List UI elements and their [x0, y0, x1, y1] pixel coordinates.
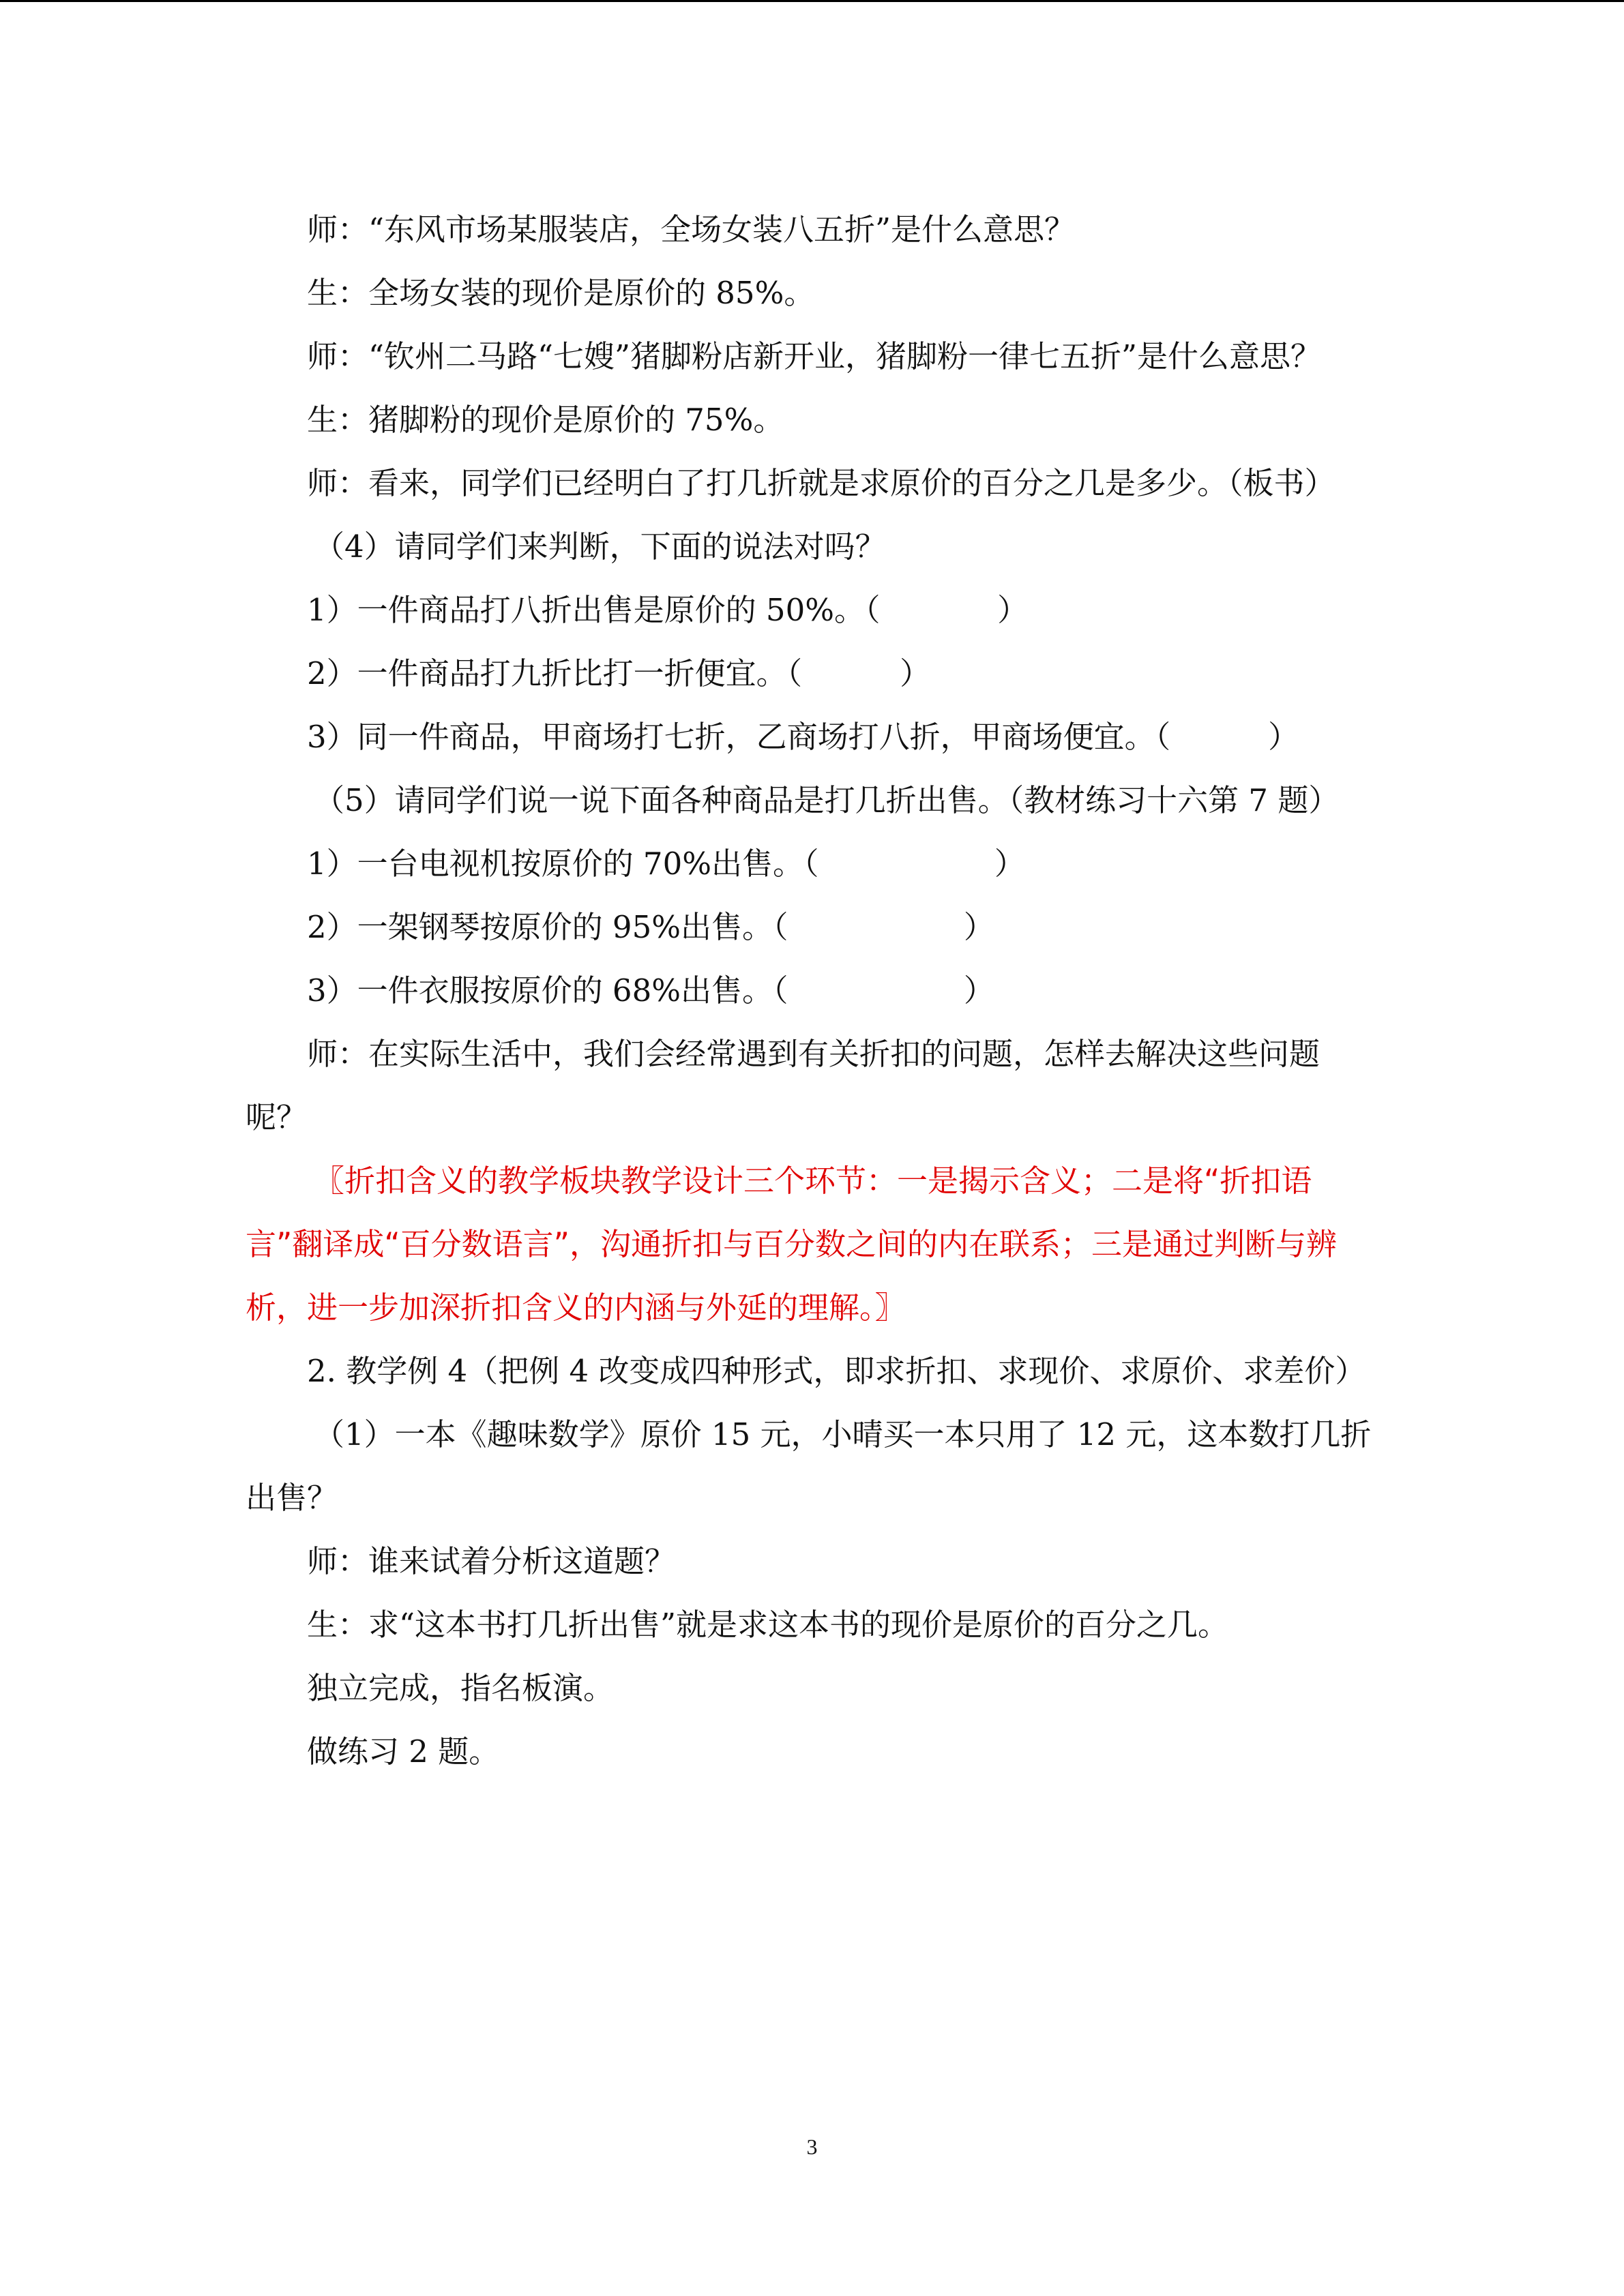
dialogue-teacher-3: 师：看来，同学们已经明白了打几折就是求原价的百分之几是多少。（板书）	[307, 465, 1335, 501]
exercise-item-3: 3）一件衣服按原价的 68%出售。（ ）	[307, 972, 994, 1009]
dialogue-teacher-4: 师：在实际生活中，我们会经常遇到有关折扣的问题，怎样去解决这些问题呢？	[246, 1036, 1320, 1135]
judge-item-1: 1）一件商品打八折出售是原价的 50%。（ ）	[307, 592, 1029, 628]
instruction-board: 独立完成，指名板演。	[307, 1670, 615, 1706]
judge-item-3: 3）同一件商品，甲商场打七折，乙商场打八折，甲商场便宜。（ ）	[307, 719, 1299, 755]
exercise-item-2: 2）一架钢琴按原价的 95%出售。（ ）	[307, 909, 994, 945]
problem-1: （1）一本《趣味数学》原价 15 元，小晴买一本只用了 12 元，这本数打几折出售？	[246, 1416, 1372, 1516]
instruction-exercise: 做练习 2 题。	[307, 1733, 500, 1770]
document-body	[246, 198, 1378, 1783]
top-border	[0, 0, 1624, 2]
section-5-heading: （5）请同学们说一说下面各种商品是打几折出售。（教材练习十六第 7 题）	[314, 782, 1340, 818]
dialogue-student-1: 生：全场女装的现价是原价的 85%。	[307, 275, 815, 311]
example-4-heading: 2. 教学例 4（把例 4 改变成四种形式，即求折扣、求现价、求原价、求差价）	[307, 1353, 1366, 1389]
dialogue-student-2: 生：猪脚粉的现价是原价的 75%。	[307, 402, 784, 438]
design-note: 〖折扣含义的教学板块教学设计三个环节：一是揭示含义；二是将“折扣语言”翻译成“百分数语言”，沟通折扣与百分数之间的内在联系；三是通过判断与辨析，进一步加深折扣含义的内涵与外延的理解。〗	[246, 1163, 1337, 1326]
page-number: 3	[806, 2134, 818, 2159]
dialogue-teacher-2: 师：“钦州二马路“七嫂”猪脚粉店新开业，猪脚粉一律七五折”是什么意思？	[307, 338, 1322, 374]
section-4-heading: （4）请同学们来判断，下面的说法对吗？	[314, 528, 886, 565]
judge-item-2: 2）一件商品打九折比打一折便宜。（ ）	[307, 655, 931, 691]
exercise-item-1: 1）一台电视机按原价的 70%出售。（ ）	[307, 846, 1025, 882]
dialogue-teacher-1: 师：“东风市场某服装店，全场女装八五折”是什么意思？	[307, 211, 1076, 248]
dialogue-student-5: 生：求“这本书打几折出售”就是求这本书的现价是原价的百分之几。	[307, 1607, 1229, 1643]
dialogue-teacher-5: 师：谁来试着分析这道题？	[307, 1543, 676, 1579]
